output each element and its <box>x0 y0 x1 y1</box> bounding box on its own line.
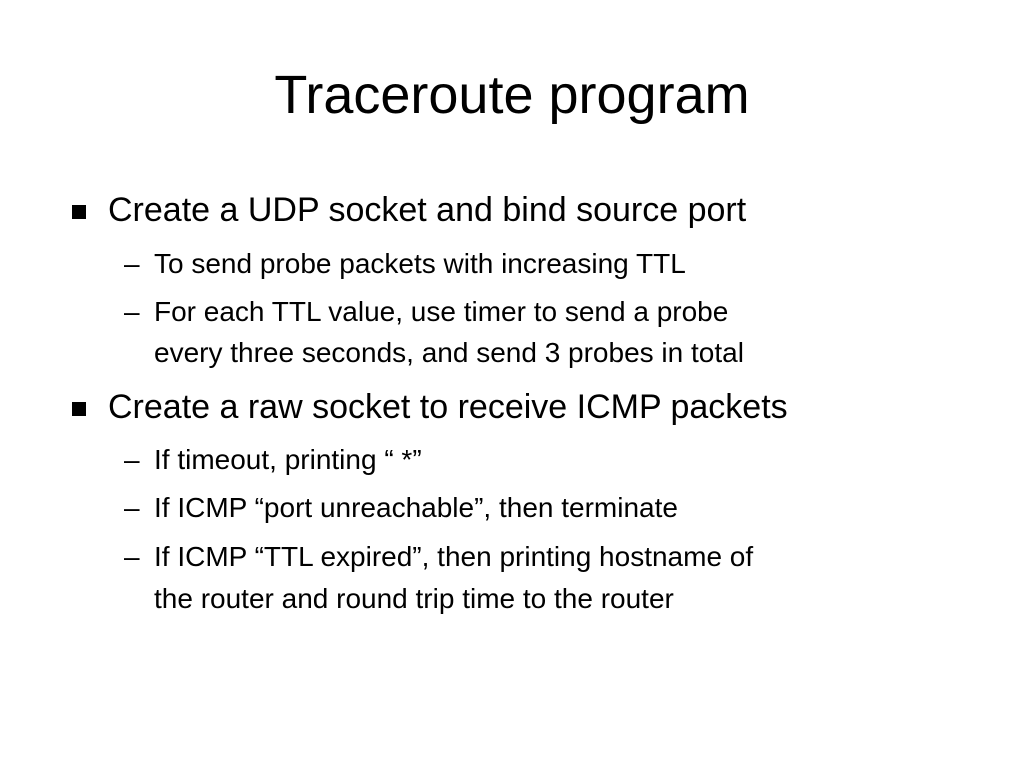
dash-bullet-icon: – <box>124 541 140 572</box>
dash-bullet-icon: – <box>124 296 140 327</box>
subitem-2-3 <box>124 537 974 577</box>
bullet-item-2 <box>108 387 988 427</box>
bullet-text: Create a UDP socket and bind source port <box>108 191 747 229</box>
subitem-line: If ICMP “TTL expired”, then printing hostname of <box>154 541 754 572</box>
subitem-line: To send probe packets with increasing TTL <box>154 248 686 279</box>
subitem-2-2 <box>124 488 974 528</box>
dash-bullet-icon: – <box>124 444 140 475</box>
square-bullet-icon <box>72 205 86 219</box>
dash-bullet-icon: – <box>124 248 140 279</box>
subitem-line: If timeout, printing “ *” <box>154 444 422 475</box>
subitem-line: every three seconds, and send 3 probes in total <box>154 337 744 368</box>
square-bullet-icon <box>72 402 86 416</box>
bullet-item-1 <box>108 190 988 230</box>
subitem-2-1 <box>124 440 974 480</box>
subitem-line: the router and round trip time to the router <box>154 583 674 614</box>
subitem-1-2 <box>124 292 974 332</box>
slide-title: Traceroute program <box>274 65 750 125</box>
subitem-line: For each TTL value, use timer to send a probe <box>154 296 729 327</box>
subitem-line: If ICMP “port unreachable”, then terminate <box>154 492 678 523</box>
dash-bullet-icon: – <box>124 492 140 523</box>
subitem-2-3-continuation <box>154 579 974 619</box>
subitem-1-2-continuation <box>154 333 974 373</box>
bullet-text: Create a raw socket to receive ICMP packets <box>108 388 788 426</box>
subitem-1-1 <box>124 244 974 284</box>
